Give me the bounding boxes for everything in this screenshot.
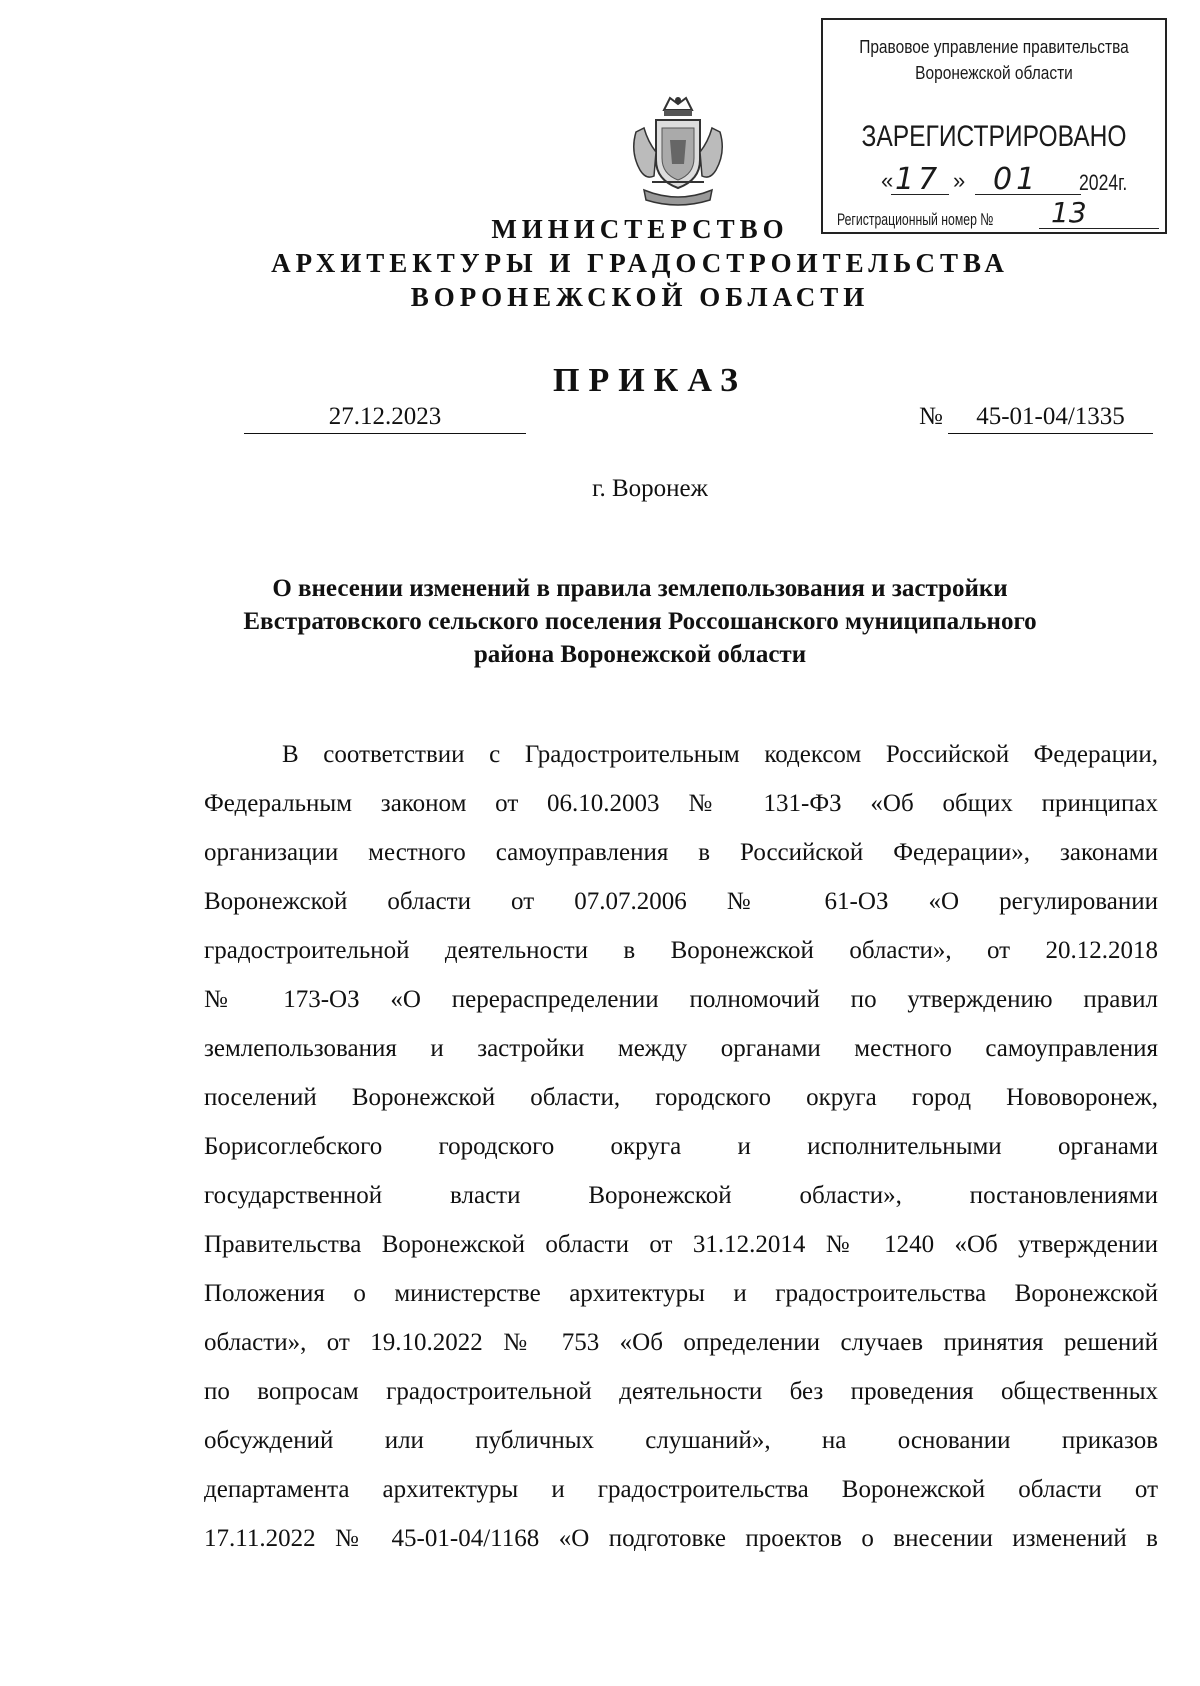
body-line: землепользования и застройки между органами местного самоуправления xyxy=(204,1035,1158,1062)
stamp-reg-underline xyxy=(1039,228,1159,229)
stamp-day-underline xyxy=(891,194,949,195)
title-line: Евстратовского сельского поселения Россошанского муниципального xyxy=(243,608,1037,635)
stamp-registered-label: ЗАРЕГИСТРИРОВАНО xyxy=(861,120,1127,153)
document-city: г. Воронеж xyxy=(592,475,708,502)
body-line: градостроительной деятельности в Воронежской области», от 20.12.2018 xyxy=(204,937,1158,964)
stamp-quote-open: « xyxy=(881,168,894,193)
body-line: Воронежской области от 07.07.2006 № 61-ОЗ «О регулировании xyxy=(204,888,1158,915)
document-date: 27.12.2023 xyxy=(244,401,526,434)
body-line: области», от 19.10.2022 № 753 «Об определении случаев принятия решений xyxy=(204,1329,1158,1356)
body-line: 17.11.2022 № 45-01-04/1168 «О подготовке проектов о внесении изменений в xyxy=(204,1525,1158,1552)
document-body xyxy=(204,730,1158,1563)
body-line: государственной власти Воронежской области», постановлениями xyxy=(204,1182,1158,1209)
stamp-org-line-2: Воронежской области xyxy=(915,63,1073,83)
body-line: поселений Воронежской области, городского округа город Нововоронеж, xyxy=(204,1084,1158,1111)
title-line: О внесении изменений в правила землепользования и застройки xyxy=(272,575,1008,602)
document-number: 45-01-04/1335 xyxy=(948,401,1153,434)
body-line: Правительства Воронежской области от 31.12.2014 № 1240 «Об утверждении xyxy=(204,1231,1158,1258)
ministry-line-2: АРХИТЕКТУРЫ И ГРАДОСТРОИТЕЛЬСТВА xyxy=(271,248,1009,278)
body-line: департамента архитектуры и градостроительства Воронежской области от xyxy=(204,1476,1158,1503)
title-line: района Воронежской области xyxy=(473,641,807,668)
stamp-month-underline xyxy=(975,194,1081,195)
stamp-org-line-1: Правовое управление правительства xyxy=(859,37,1129,57)
body-line: Федеральным законом от 06.10.2003 № 131-ФЗ «Об общих принципах xyxy=(204,790,1158,817)
body-line: Положения о министерстве архитектуры и градостроительства Воронежской xyxy=(204,1280,1158,1307)
body-line: В соответствии с Градостроительным кодексом Российской Федерации, xyxy=(282,741,1158,768)
body-line: по вопросам градостроительной деятельности без проведения общественных xyxy=(204,1378,1158,1405)
stamp-day-handwritten: 17 xyxy=(895,162,942,197)
stamp-month-handwritten: 01 xyxy=(993,162,1040,197)
coat-of-arms-icon xyxy=(626,92,730,210)
body-line: № 173-ОЗ «О перераспределении полномочий по утверждению правил xyxy=(204,986,1158,1013)
ministry-header xyxy=(240,212,1040,314)
document-title xyxy=(180,572,1100,671)
ministry-line-1: МИНИСТЕРСТВО xyxy=(491,214,789,244)
stamp-organization xyxy=(847,34,1141,86)
stamp-quote-close: » xyxy=(953,168,966,193)
ministry-line-3: ВОРОНЕЖСКОЙ ОБЛАСТИ xyxy=(410,282,870,312)
stamp-reg-label: Регистрационный номер № xyxy=(837,210,994,229)
registration-stamp xyxy=(821,18,1167,234)
stamp-year: 2024г. xyxy=(1079,170,1128,195)
stamp-reg-number-handwritten: 13 xyxy=(1051,196,1087,229)
document-type: ПРИКАЗ xyxy=(553,362,747,399)
stamp-date xyxy=(857,162,1157,200)
document-number-sign: № xyxy=(919,403,943,430)
body-line: Борисоглебского городского округа и исполнительными органами xyxy=(204,1133,1158,1160)
body-line: обсуждений или публичных слушаний», на основании приказов xyxy=(204,1427,1158,1454)
body-line: организации местного самоуправления в Российской Федерации», законами xyxy=(204,839,1158,866)
